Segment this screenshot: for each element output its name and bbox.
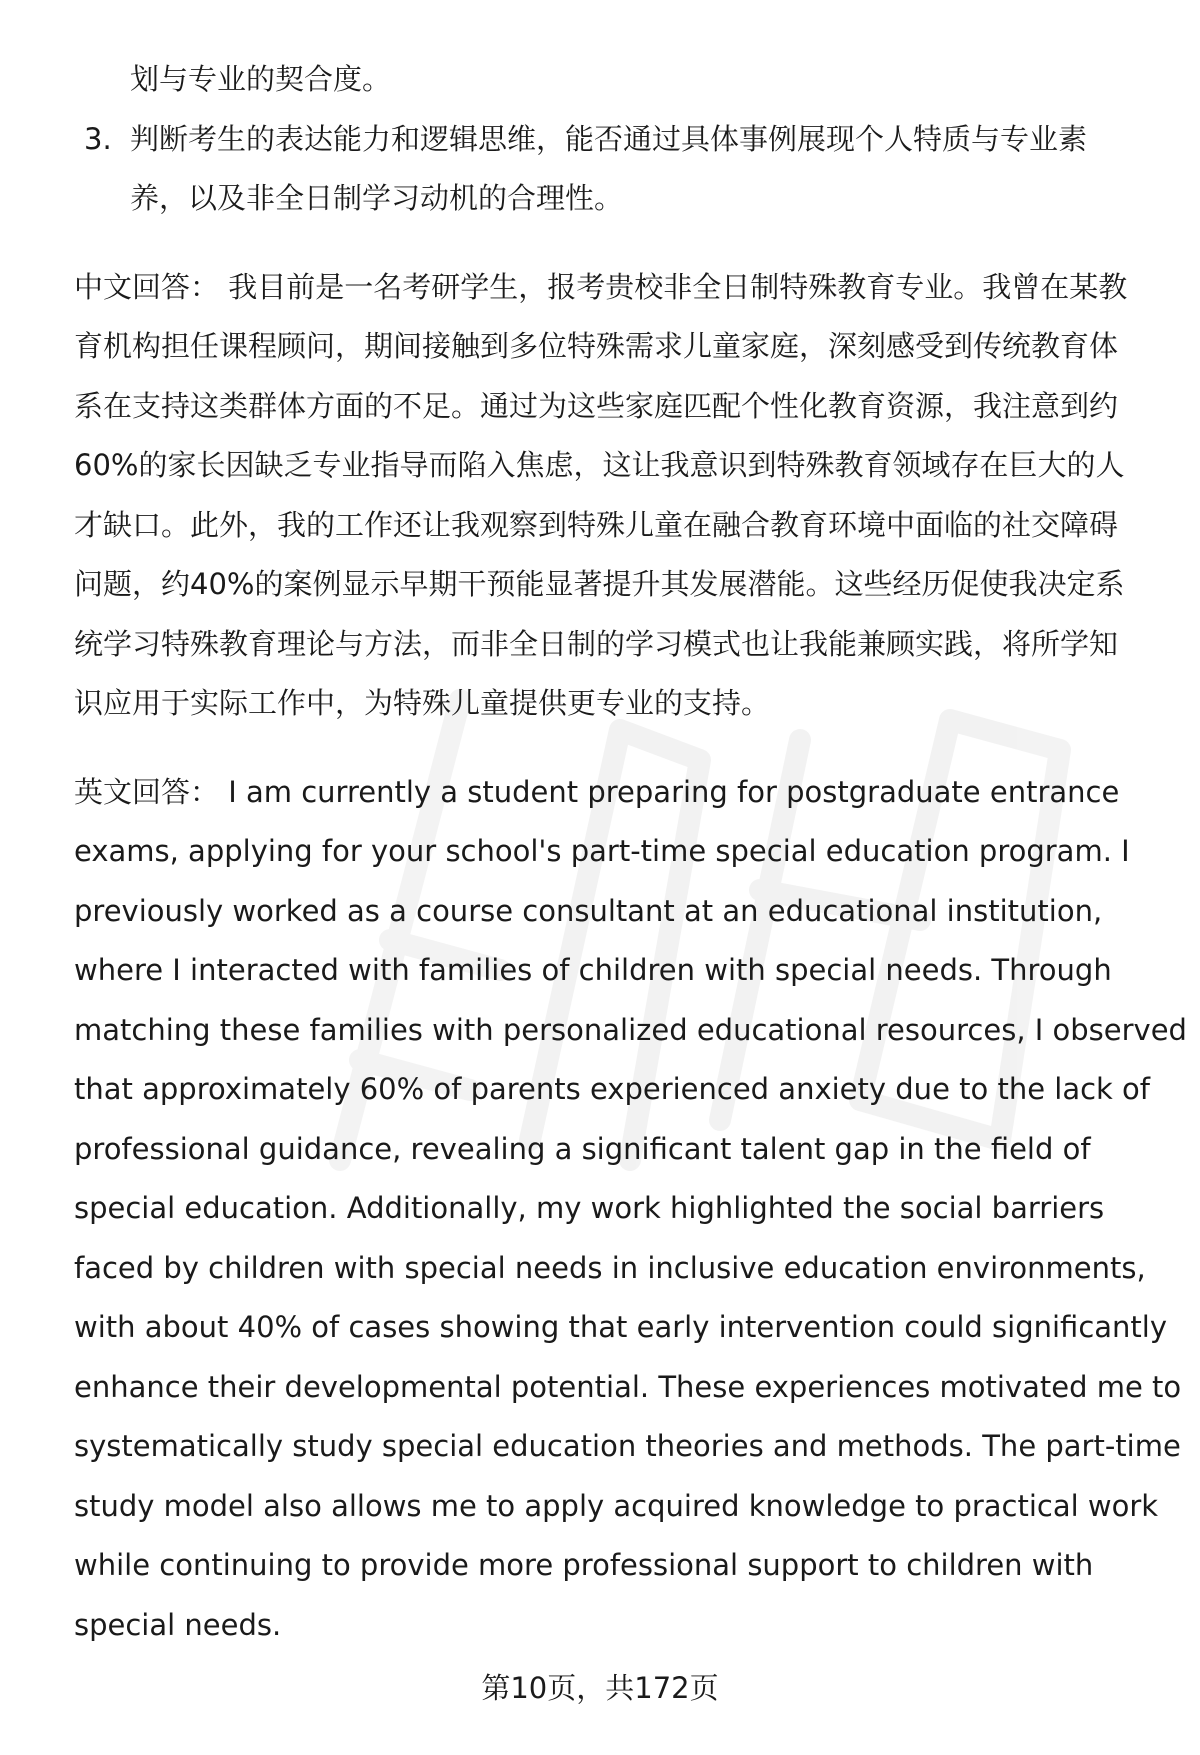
page-number-footer: 第10页，共172页 bbox=[481, 1671, 719, 1705]
english-answer-line: special education. Additionally, my work highlighted the social barriers bbox=[74, 1191, 1105, 1225]
chinese-answer-line: 系在支持这类群体方面的不足。通过为这些家庭匹配个性化教育资源，我注意到约 bbox=[74, 388, 1119, 423]
chinese-answer-line: 识应用于实际工作中，为特殊儿童提供更专业的支持。 bbox=[74, 686, 771, 720]
chinese-answer-paragraph bbox=[74, 258, 1154, 734]
english-answer-line: matching these families with personalized educational resources, I observed bbox=[74, 1012, 1187, 1047]
english-answer-line: exams, applying for your school's part-time special education program. I bbox=[74, 834, 1130, 868]
paragraph-gap bbox=[74, 229, 1154, 258]
english-answer-line: special needs. bbox=[74, 1607, 282, 1642]
english-answer-line: enhance their developmental potential. These experiences motivated me to bbox=[74, 1369, 1182, 1404]
chinese-answer-line: 统学习特殊教育理论与方法，而非全日制的学习模式也让我能兼顾实践，将所学知 bbox=[74, 626, 1119, 661]
list-item-3-line1 bbox=[74, 110, 1154, 170]
english-answer-line: systematically study special education theories and methods. The part-time bbox=[74, 1429, 1181, 1463]
english-answer-line: that approximately 60% of parents experienced anxiety due to the lack of bbox=[74, 1072, 1151, 1106]
english-answer-line: where I interacted with families of children with special needs. Through bbox=[74, 953, 1112, 987]
document-body bbox=[74, 50, 1187, 1655]
list-number: 3. bbox=[84, 121, 112, 156]
paragraph-gap bbox=[74, 734, 1154, 763]
list-item-2-continuation: 划与专业的契合度。 bbox=[130, 62, 392, 96]
english-answer-line: faced by children with special needs in inclusive education environments, bbox=[74, 1250, 1146, 1285]
english-answer-line: professional guidance, revealing a significant talent gap in the field of bbox=[74, 1131, 1091, 1166]
english-answer-line: 英文回答： I am currently a student preparing for postgraduate entrance bbox=[74, 774, 1120, 809]
chinese-answer-line: 中文回答： 我目前是一名考研学生，报考贵校非全日制特殊教育专业。我曾在某教 bbox=[74, 269, 1128, 304]
english-answer-line: while continuing to provide more professional support to children with bbox=[74, 1548, 1094, 1582]
list-item-text: 判断考生的表达能力和逻辑思维，能否通过具体事例展现个人特质与专业素 bbox=[130, 121, 1088, 156]
english-answer-line: with about 40% of cases showing that early intervention could significantly bbox=[74, 1310, 1168, 1344]
chinese-answer-line: 才缺口。此外，我的工作还让我观察到特殊儿童在融合教育环境中面临的社交障碍 bbox=[74, 507, 1119, 542]
english-answer-paragraph bbox=[74, 763, 1187, 1656]
chinese-answer-line: 育机构担任课程顾问，期间接触到多位特殊需求儿童家庭，深刻感受到传统教育体 bbox=[74, 329, 1119, 363]
chinese-answer-line: 问题，约40%的案例显示早期干预能显著提升其发展潜能。这些经历促使我决定系 bbox=[74, 567, 1125, 601]
english-answer-line: previously worked as a course consultant at an educational institution, bbox=[74, 893, 1103, 928]
chinese-answer-line: 60%的家长因缺乏专业指导而陷入焦虑，这让我意识到特殊教育领域存在巨大的人 bbox=[74, 448, 1125, 482]
english-answer-line: study model also allows me to apply acquired knowledge to practical work bbox=[74, 1488, 1159, 1523]
list-item-3-line2: 养，以及非全日制学习动机的合理性。 bbox=[130, 181, 624, 215]
